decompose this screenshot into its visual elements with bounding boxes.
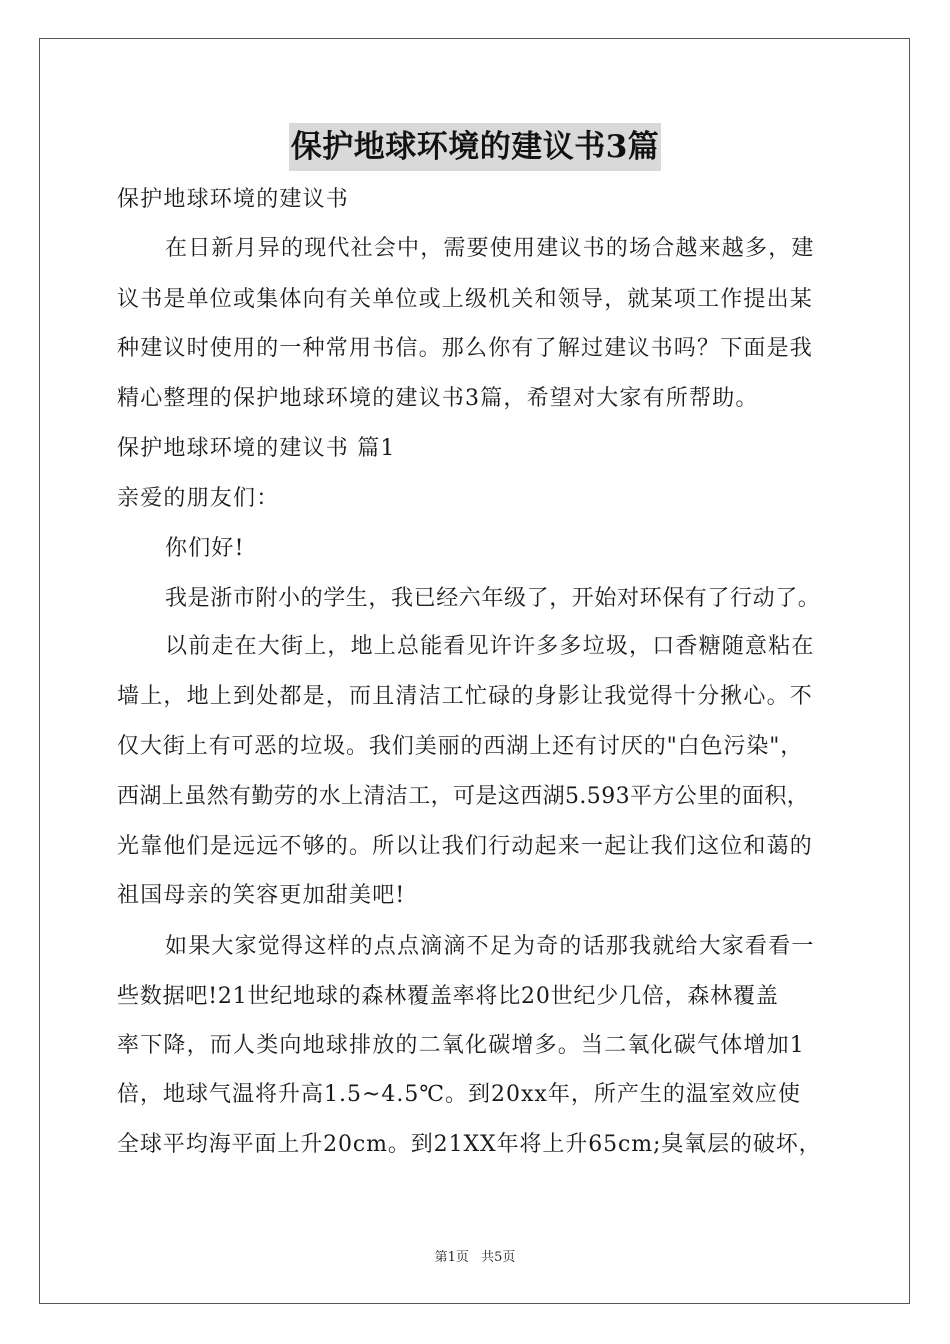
page-total: 共5页 <box>481 1250 516 1265</box>
page-footer <box>0 1246 950 1265</box>
text-line: 倍，地球气温将升高1.5~4.5℃。到20xx年，所产生的温室效应使 <box>117 1082 801 1107</box>
text-line: 光靠他们是远远不够的。所以让我们行动起来一起让我们这位和蔼的 <box>117 834 814 859</box>
text-line: 在日新月异的现代社会中，需要使用建议书的场合越来越多，建 <box>165 236 815 261</box>
text-line: 率下降，而人类向地球排放的二氧化碳增多。当二氧化碳气体增加1 <box>117 1033 805 1058</box>
section-heading: 保护地球环境的建议书 篇1 <box>117 436 396 461</box>
text-line: 些数据吧!21世纪地球的森林覆盖率将比20世纪少几倍，森林覆盖 <box>117 984 779 1009</box>
document-title: 保护地球环境的建议书3篇 <box>289 123 662 171</box>
greeting: 你们好! <box>165 536 245 561</box>
page-number: 第1页 <box>434 1250 469 1265</box>
text-line: 墙上，地上到处都是，而且清洁工忙碌的身影让我觉得十分揪心。不 <box>117 684 814 709</box>
text-line: 仅大街上有可恶的垃圾。我们美丽的西湖上还有讨厌的"白色污染"， <box>117 734 804 759</box>
text-line: 种建议时使用的一种常用书信。那么你有了解过建议书吗？下面是我 <box>117 336 814 361</box>
subtitle: 保护地球环境的建议书 <box>117 187 350 212</box>
text-line: 以前走在大街上，地上总能看见许许多多垃圾，口香糖随意粘在 <box>165 634 815 659</box>
text-line: 全球平均海平面上升20cm。到21XX年将上升65cm;臭氧层的破坏， <box>117 1132 822 1157</box>
text-line: 精心整理的保护地球环境的建议书3篇，希望对大家有所帮助。 <box>117 386 759 411</box>
text-line: 我是浙市附小的学生，我已经六年级了，开始对环保有了行动了。 <box>165 586 821 611</box>
text-line: 议书是单位或集体向有关单位或上级机关和领导，就某项工作提出某 <box>117 287 814 312</box>
text-line: 祖国母亲的笑容更加甜美吧! <box>117 883 406 908</box>
salutation: 亲爱的朋友们： <box>117 486 280 511</box>
text-line: 西湖上虽然有勤劳的水上清洁工，可是这西湖5.593平方公里的面积， <box>117 784 810 809</box>
text-line: 如果大家觉得这样的点点滴滴不足为奇的话那我就给大家看看一 <box>165 934 815 959</box>
page-border <box>39 38 910 1304</box>
title-container <box>0 123 950 171</box>
